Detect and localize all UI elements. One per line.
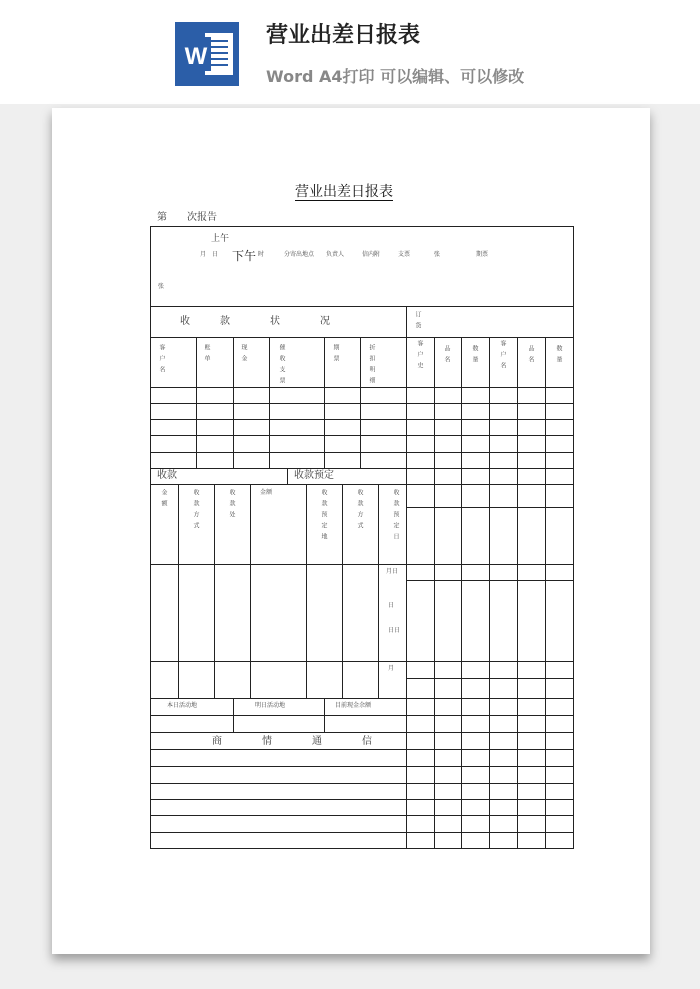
time-label: 时: [258, 251, 265, 258]
order-col-header: 数量: [471, 345, 478, 367]
col-header: 账单: [203, 344, 210, 366]
date-mark: 月: [388, 665, 395, 672]
order-label: 订货: [414, 311, 421, 333]
zhang-label: 张: [158, 283, 165, 290]
sub-header: 金额: [260, 489, 273, 496]
word-icon-letter: W: [184, 43, 208, 70]
order-col-header: 品名: [527, 345, 534, 367]
page-subtitle: Word A4打印 可以编辑、可以修改: [266, 67, 525, 86]
tomorrow-activity-label: 明日活动地: [255, 702, 286, 709]
order-col-header: 品名: [443, 345, 450, 367]
order-col-header: 客户名: [499, 340, 506, 373]
business-communication-heading: 商 情 通 信: [212, 736, 372, 747]
collect-label: 收款: [157, 470, 177, 481]
report-number: 第 次报告: [157, 212, 217, 223]
sub-header: 收款预定地: [320, 489, 327, 544]
order-col-header: 客户史: [416, 340, 423, 373]
col-header: 现金: [240, 344, 247, 366]
am-label: 上午: [211, 234, 230, 244]
sub-header: 金额: [160, 489, 167, 511]
planned-collect-label: 收款预定: [294, 470, 334, 481]
date-mark: 月日: [386, 568, 399, 575]
date-mark: 日日: [388, 627, 401, 634]
pm-label: 下午: [232, 249, 257, 263]
date-mark: 日: [388, 602, 395, 609]
order-col-header: 数量: [555, 345, 562, 367]
today-activity-label: 本日活动地: [167, 702, 198, 709]
sub-header: 收款方式: [192, 489, 199, 533]
sub-header: 收款处: [228, 489, 235, 522]
sub-header: 收款方式: [356, 489, 363, 533]
col-header: 期票: [332, 344, 339, 366]
col-header: 催收支票: [278, 344, 285, 388]
col-header: 客户名: [158, 344, 165, 377]
page-title: 营业出差日报表: [266, 23, 421, 48]
cash-balance-label: 目前现金余额: [335, 702, 372, 709]
dispatch-fields: 分寄出地点 负责人 信内附 支票 张 期票: [284, 251, 489, 258]
sub-header: 收款预定日: [392, 489, 399, 544]
date-label: 月 日: [200, 251, 219, 258]
col-header: 折扣明细: [368, 344, 375, 388]
collection-status-heading: 收 款 状 况: [180, 316, 330, 327]
document-title: 营业出差日报表: [295, 184, 393, 200]
